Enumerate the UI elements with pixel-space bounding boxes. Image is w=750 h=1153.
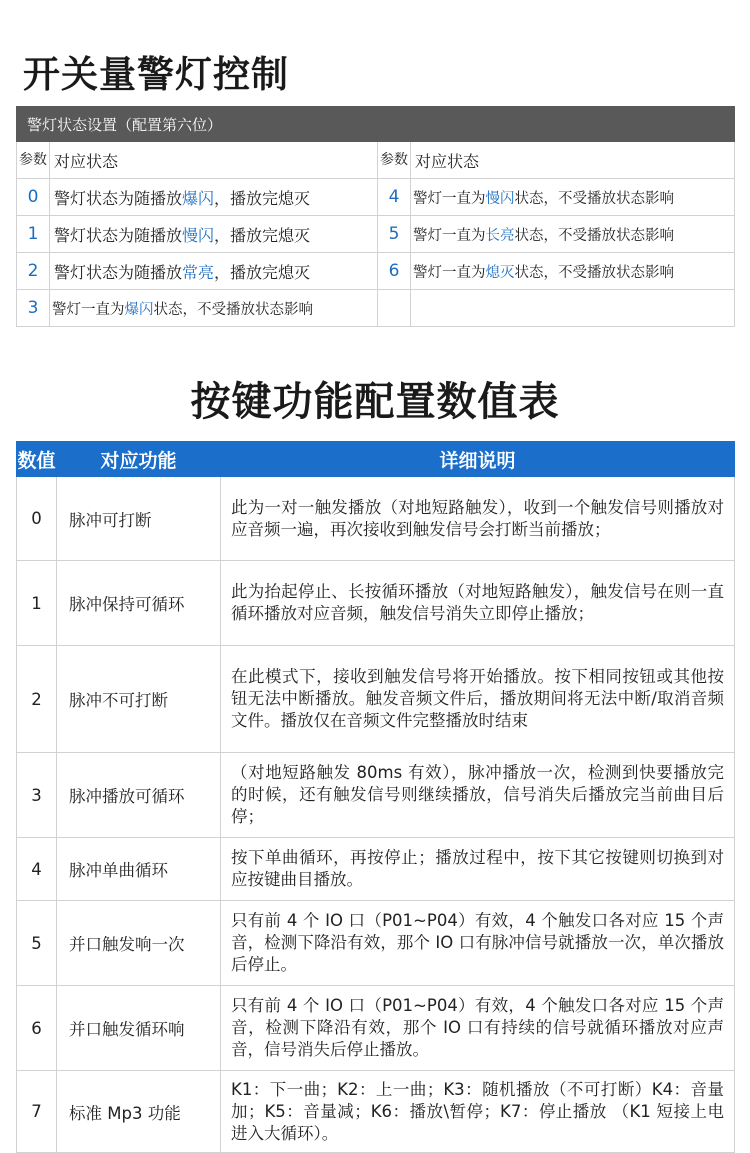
description-cell: 只有前 4 个 IO 口（P01~P04）有效，4 个触发口各对应 15 个声音，检测下降沿有效，那个 IO 口有脉冲信号就播放一次，单次播放后停止。: [221, 901, 735, 986]
description-cell: K1：下一曲；K2：上一曲；K3：随机播放（不可打断）K4：音量加；K5：音量减；K6：播放\暂停；K7：停止播放 （K1 短接上电进入大循环）。: [221, 1071, 735, 1153]
function-cell: 脉冲不可打断: [57, 646, 221, 753]
description-cell: 按下单曲循环，再按停止；播放过程中，按下其它按键则切换到对应按键曲目播放。: [221, 838, 735, 901]
key-function-table: [16, 441, 735, 1153]
param-number: 1: [17, 216, 50, 253]
function-cell: 脉冲播放可循环: [57, 753, 221, 838]
value-cell: 3: [17, 753, 57, 838]
section-title: 按键功能配置数值表: [190, 379, 560, 425]
function-cell: 脉冲保持可循环: [57, 561, 221, 646]
state-text: 警灯一直为长亮状态，不受播放状态影响: [411, 216, 735, 253]
state-text: 警灯一直为熄灭状态，不受播放状态影响: [411, 253, 735, 290]
param-number: 0: [17, 179, 50, 216]
function-cell: 脉冲单曲循环: [57, 838, 221, 901]
table-row: [17, 1071, 735, 1153]
state-text: 警灯状态为随播放爆闪，播放完熄灭: [50, 179, 378, 216]
table-row: [17, 838, 735, 901]
param-number: 3: [17, 290, 50, 327]
page-title: 开关量警灯控制: [23, 53, 289, 96]
state-header-right: 对应状态: [411, 142, 735, 179]
value-cell: 1: [17, 561, 57, 646]
table-row: [17, 561, 735, 646]
table-row: [17, 290, 735, 327]
param-header-right: 参数: [378, 142, 411, 179]
description-cell: 此为抬起停止、长按循环播放（对地短路触发），触发信号在则一直循环播放对应音频，触发信号消失立即停止播放；: [221, 561, 735, 646]
table-row: [17, 477, 735, 561]
param-number: 4: [378, 179, 411, 216]
table-row: [17, 216, 735, 253]
table-row: [17, 986, 735, 1071]
value-cell: 4: [17, 838, 57, 901]
param-number: 2: [17, 253, 50, 290]
description-cell: 此为一对一触发播放（对地短路触发），收到一个触发信号则播放对应音频一遍，再次接收到触发信号会打断当前播放；: [221, 477, 735, 561]
value-cell: 2: [17, 646, 57, 753]
description-cell: 只有前 4 个 IO 口（P01~P04）有效，4 个触发口各对应 15 个声音，检测下降沿有效，那个 IO 口有持续的信号就循环播放对应声音，信号消失后停止播放。: [221, 986, 735, 1071]
table-row: [17, 646, 735, 753]
param-number: 6: [378, 253, 411, 290]
function-header: 对应功能: [57, 442, 221, 477]
function-cell: 标准 Mp3 功能: [57, 1071, 221, 1153]
empty-cell: [411, 290, 735, 327]
state-header-left: 对应状态: [50, 142, 378, 179]
table-row: [17, 253, 735, 290]
function-cell: 并口触发响一次: [57, 901, 221, 986]
warning-light-table: [16, 106, 735, 327]
description-cell: 在此模式下，接收到触发信号将开始播放。按下相同按钮或其他按钮无法中断播放。触发音频文件后，播放期间将无法中断/取消音频文件。播放仅在音频文件完整播放时结束: [221, 646, 735, 753]
table-row: [17, 901, 735, 986]
value-cell: 0: [17, 477, 57, 561]
param-header-left: 参数: [17, 142, 50, 179]
description-cell: （对地短路触发 80ms 有效），脉冲播放一次，检测到快要播放完的时候，还有触发信号则继续播放，信号消失后播放完当前曲目后停；: [221, 753, 735, 838]
table-row: [17, 753, 735, 838]
function-cell: 脉冲可打断: [57, 477, 221, 561]
table-row: [17, 179, 735, 216]
value-header: 数值: [17, 442, 57, 477]
value-cell: 5: [17, 901, 57, 986]
param-number: 5: [378, 216, 411, 253]
value-cell: 7: [17, 1071, 57, 1153]
description-header: 详细说明: [221, 442, 735, 477]
state-text: 警灯状态为随播放慢闪，播放完熄灭: [50, 216, 378, 253]
table-title: 警灯状态设置（配置第六位）: [17, 107, 735, 142]
empty-cell: [378, 290, 411, 327]
value-cell: 6: [17, 986, 57, 1071]
function-cell: 并口触发循环响: [57, 986, 221, 1071]
state-text: 警灯一直为爆闪状态，不受播放状态影响: [50, 290, 378, 327]
state-text: 警灯状态为随播放常亮，播放完熄灭: [50, 253, 378, 290]
state-text: 警灯一直为慢闪状态，不受播放状态影响: [411, 179, 735, 216]
